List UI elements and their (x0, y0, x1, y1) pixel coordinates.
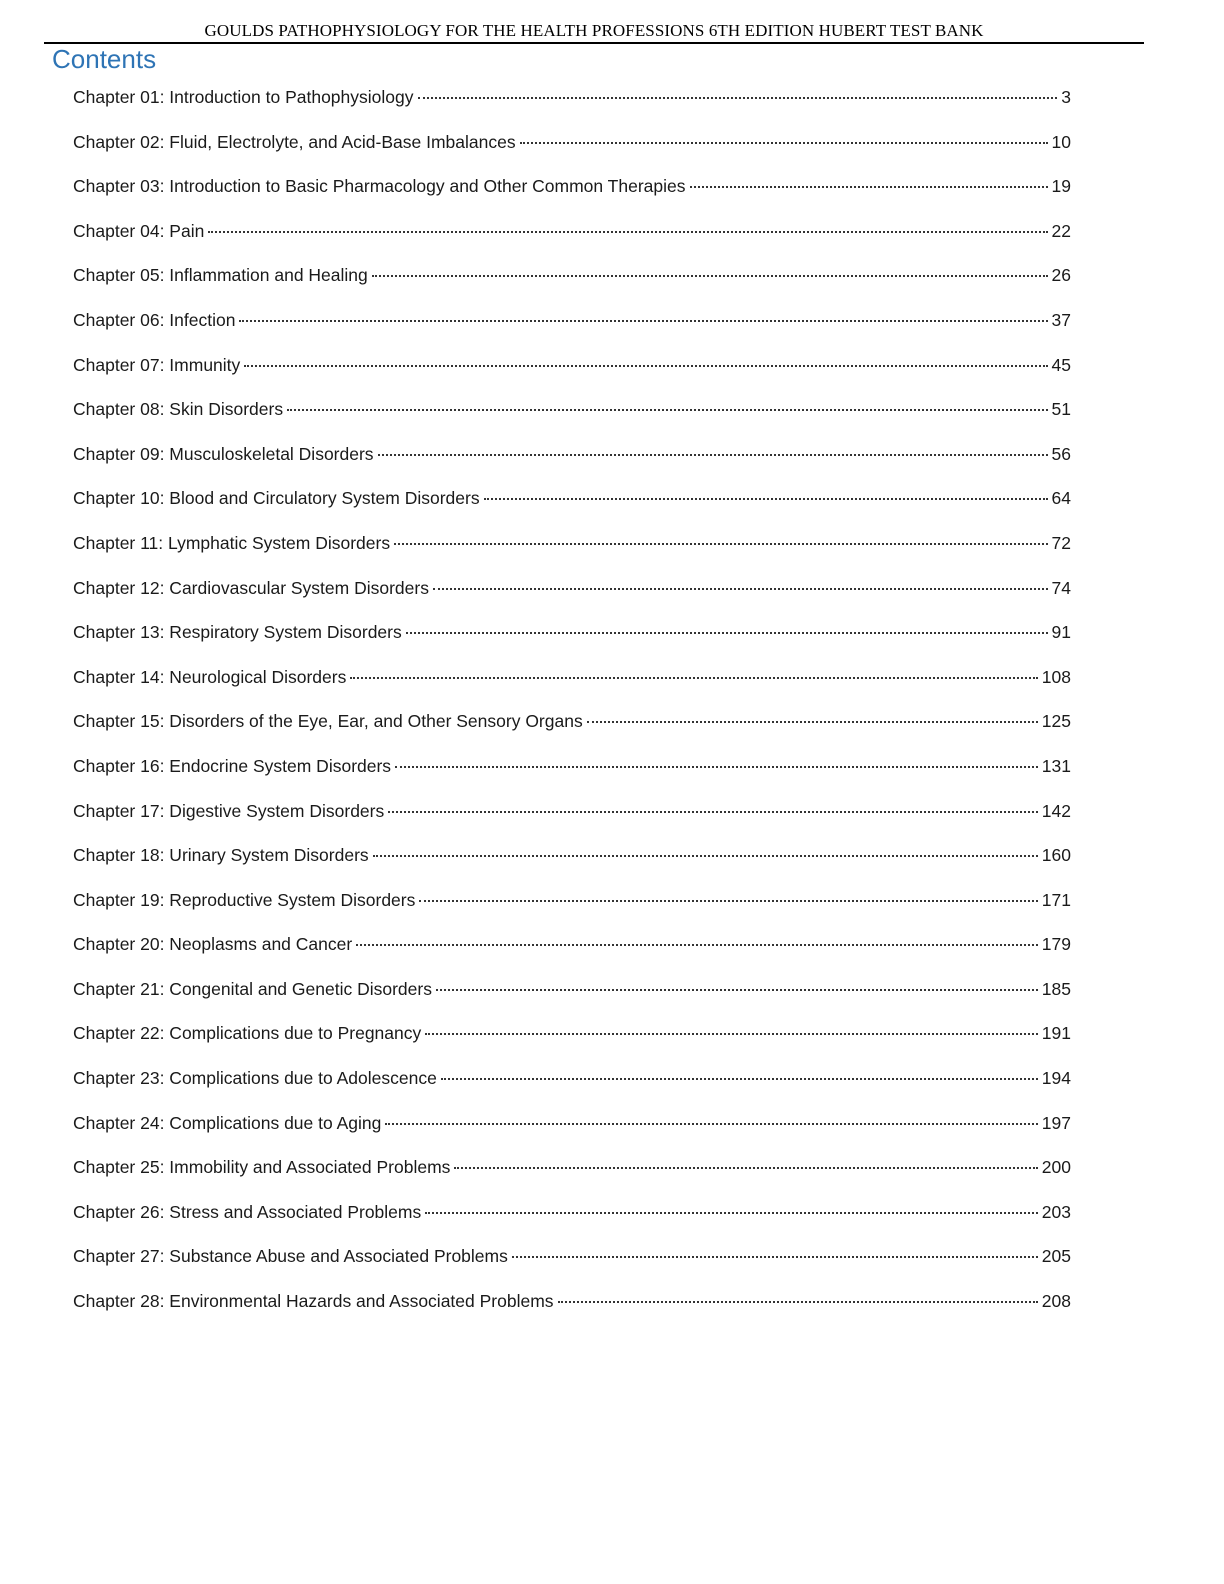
toc-entry-page-number: 208 (1041, 1291, 1071, 1312)
toc-entry-page-number: 108 (1041, 666, 1071, 687)
toc-dot-leader (388, 811, 1038, 813)
toc-entry-page-number: 64 (1051, 488, 1071, 509)
toc-dot-leader (244, 365, 1047, 367)
toc-dot-leader (406, 632, 1048, 634)
toc-entry-chapter-23[interactable] (73, 1063, 1071, 1108)
toc-entry-title: Chapter 02: Fluid, Electrolyte, and Acid-Base Imbalances (73, 131, 516, 152)
toc-entry-chapter-21[interactable] (73, 974, 1071, 1019)
toc-entry-page-number: 200 (1041, 1157, 1071, 1178)
toc-dot-leader (350, 677, 1037, 679)
toc-entry-title: Chapter 11: Lymphatic System Disorders (73, 532, 391, 553)
toc-entry-page-number: 3 (1061, 87, 1071, 107)
toc-entry-chapter-08[interactable] (73, 394, 1071, 439)
toc-entry-page-number: 74 (1051, 577, 1071, 598)
toc-dot-leader (484, 498, 1048, 500)
toc-entry-title: Chapter 14: Neurological Disorders (73, 666, 347, 687)
toc-entry-title: Chapter 07: Immunity (73, 354, 241, 375)
toc-entry-page-number: 197 (1041, 1112, 1071, 1133)
toc-entry-page-number: 51 (1051, 399, 1071, 420)
toc-entry-page-number: 203 (1041, 1201, 1071, 1222)
toc-dot-leader (587, 721, 1038, 723)
toc-entry-page-number: 56 (1051, 443, 1071, 464)
toc-entry-chapter-22[interactable] (73, 1018, 1071, 1063)
toc-dot-leader (394, 543, 1047, 545)
toc-entry-title: Chapter 01: Introduction to Pathophysiology (73, 87, 414, 107)
toc-entry-title: Chapter 10: Blood and Circulatory System Disorders (73, 488, 480, 509)
toc-dot-leader (425, 1033, 1038, 1035)
toc-entry-title: Chapter 16: Endocrine System Disorders (73, 755, 392, 776)
toc-entry-chapter-12[interactable] (73, 573, 1071, 618)
toc-entry-chapter-04[interactable] (73, 216, 1071, 261)
toc-entry-chapter-01[interactable] (73, 82, 1071, 127)
toc-heading: Contents (52, 44, 157, 74)
toc-dot-leader (356, 944, 1038, 946)
toc-entry-chapter-13[interactable] (73, 617, 1071, 662)
toc-dot-leader (433, 588, 1048, 590)
toc-entry-chapter-27[interactable] (73, 1241, 1071, 1286)
toc-entry-chapter-17[interactable] (73, 796, 1071, 841)
toc-entry-chapter-24[interactable] (73, 1108, 1071, 1153)
toc-entry-page-number: 185 (1041, 978, 1071, 999)
toc-entry-page-number: 142 (1041, 800, 1071, 821)
toc-entry-title: Chapter 06: Infection (73, 309, 236, 330)
toc-entry-page-number: 125 (1041, 711, 1071, 732)
toc-entry-title: Chapter 15: Disorders of the Eye, Ear, and Other Sensory Organs (73, 711, 583, 732)
toc-entry-title: Chapter 12: Cardiovascular System Disorders (73, 577, 429, 598)
toc-entry-page-number: 26 (1051, 265, 1071, 286)
toc-entry-title: Chapter 04: Pain (73, 220, 205, 241)
toc-dot-leader (395, 766, 1038, 768)
toc-dot-leader (436, 989, 1038, 991)
toc-entry-page-number: 22 (1051, 220, 1071, 241)
toc-dot-leader (441, 1078, 1038, 1080)
toc-entry-chapter-15[interactable] (73, 706, 1071, 751)
toc-entry-chapter-09[interactable] (73, 439, 1071, 484)
toc-entry-page-number: 72 (1051, 532, 1071, 553)
toc-dot-leader (512, 1256, 1038, 1258)
toc-entry-page-number: 45 (1051, 354, 1071, 375)
toc-entry-title: Chapter 24: Complications due to Aging (73, 1112, 382, 1133)
toc-entry-title: Chapter 21: Congenital and Genetic Disorders (73, 978, 432, 999)
toc-dot-leader (520, 142, 1048, 144)
toc-entry-page-number: 171 (1041, 889, 1071, 910)
toc-entry-page-number: 191 (1041, 1023, 1071, 1044)
toc-entry-chapter-03[interactable] (73, 171, 1071, 216)
toc-entry-page-number: 91 (1051, 622, 1071, 643)
toc-entry-title: Chapter 23: Complications due to Adolescence (73, 1068, 437, 1089)
toc-entry-title: Chapter 27: Substance Abuse and Associated Problems (73, 1246, 508, 1267)
toc-entry-chapter-07[interactable] (73, 350, 1071, 395)
toc-dot-leader (418, 97, 1058, 99)
toc-entry-title: Chapter 18: Urinary System Disorders (73, 845, 369, 866)
toc-entry-title: Chapter 17: Digestive System Disorders (73, 800, 385, 821)
toc-dot-leader (558, 1301, 1038, 1303)
toc-entry-page-number: 160 (1041, 845, 1071, 866)
toc-entry-chapter-16[interactable] (73, 751, 1071, 796)
toc-entry-title: Chapter 13: Respiratory System Disorders (73, 622, 402, 643)
running-title: GOULDS PATHOPHYSIOLOGY FOR THE HEALTH PROFESSIONS 6TH EDITION HUBERT TEST BANK (204, 21, 984, 40)
toc-entry-page-number: 205 (1041, 1246, 1071, 1267)
toc-entry-chapter-18[interactable] (73, 840, 1071, 885)
toc-entry-title: Chapter 09: Musculoskeletal Disorders (73, 443, 374, 464)
toc-entry-page-number: 37 (1051, 309, 1071, 330)
toc-dot-leader (378, 454, 1048, 456)
toc-entry-title: Chapter 25: Immobility and Associated Problems (73, 1157, 451, 1178)
toc-entry-page-number: 194 (1041, 1068, 1071, 1089)
toc-entry-title: Chapter 19: Reproductive System Disorders (73, 889, 416, 910)
toc-entry-chapter-28[interactable] (73, 1286, 1071, 1331)
toc-entry-chapter-11[interactable] (73, 528, 1071, 573)
page-header (44, 20, 1144, 44)
toc-entry-chapter-06[interactable] (73, 305, 1071, 350)
toc-dot-leader (690, 186, 1048, 188)
toc-dot-leader (208, 231, 1047, 233)
toc-entry-chapter-10[interactable] (73, 483, 1071, 528)
table-of-contents (73, 82, 1071, 1331)
toc-entry-chapter-14[interactable] (73, 662, 1071, 707)
toc-entry-title: Chapter 08: Skin Disorders (73, 399, 284, 420)
toc-entry-chapter-05[interactable] (73, 260, 1071, 305)
toc-dot-leader (385, 1123, 1037, 1125)
toc-entry-page-number: 179 (1041, 934, 1071, 955)
toc-dot-leader (239, 320, 1047, 322)
toc-entry-chapter-02[interactable] (73, 127, 1071, 172)
toc-entry-chapter-25[interactable] (73, 1152, 1071, 1197)
toc-entry-title: Chapter 05: Inflammation and Healing (73, 265, 368, 286)
toc-entry-page-number: 19 (1051, 176, 1071, 197)
toc-entry-page-number: 131 (1041, 755, 1071, 776)
toc-entry-chapter-19[interactable] (73, 885, 1071, 930)
toc-entry-title: Chapter 28: Environmental Hazards and Associated Problems (73, 1291, 554, 1312)
toc-dot-leader (372, 275, 1048, 277)
toc-dot-leader (287, 409, 1047, 411)
toc-entry-title: Chapter 26: Stress and Associated Problems (73, 1201, 422, 1222)
toc-entry-page-number: 10 (1051, 131, 1071, 152)
toc-entry-chapter-20[interactable] (73, 929, 1071, 974)
toc-entry-title: Chapter 22: Complications due to Pregnancy (73, 1023, 422, 1044)
toc-dot-leader (373, 855, 1038, 857)
toc-entry-title: Chapter 03: Introduction to Basic Pharmacology and Other Common Therapies (73, 176, 686, 197)
toc-dot-leader (454, 1167, 1037, 1169)
toc-dot-leader (425, 1212, 1038, 1214)
toc-entry-title: Chapter 20: Neoplasms and Cancer (73, 934, 353, 955)
toc-dot-leader (419, 900, 1037, 902)
toc-entry-chapter-26[interactable] (73, 1197, 1071, 1242)
